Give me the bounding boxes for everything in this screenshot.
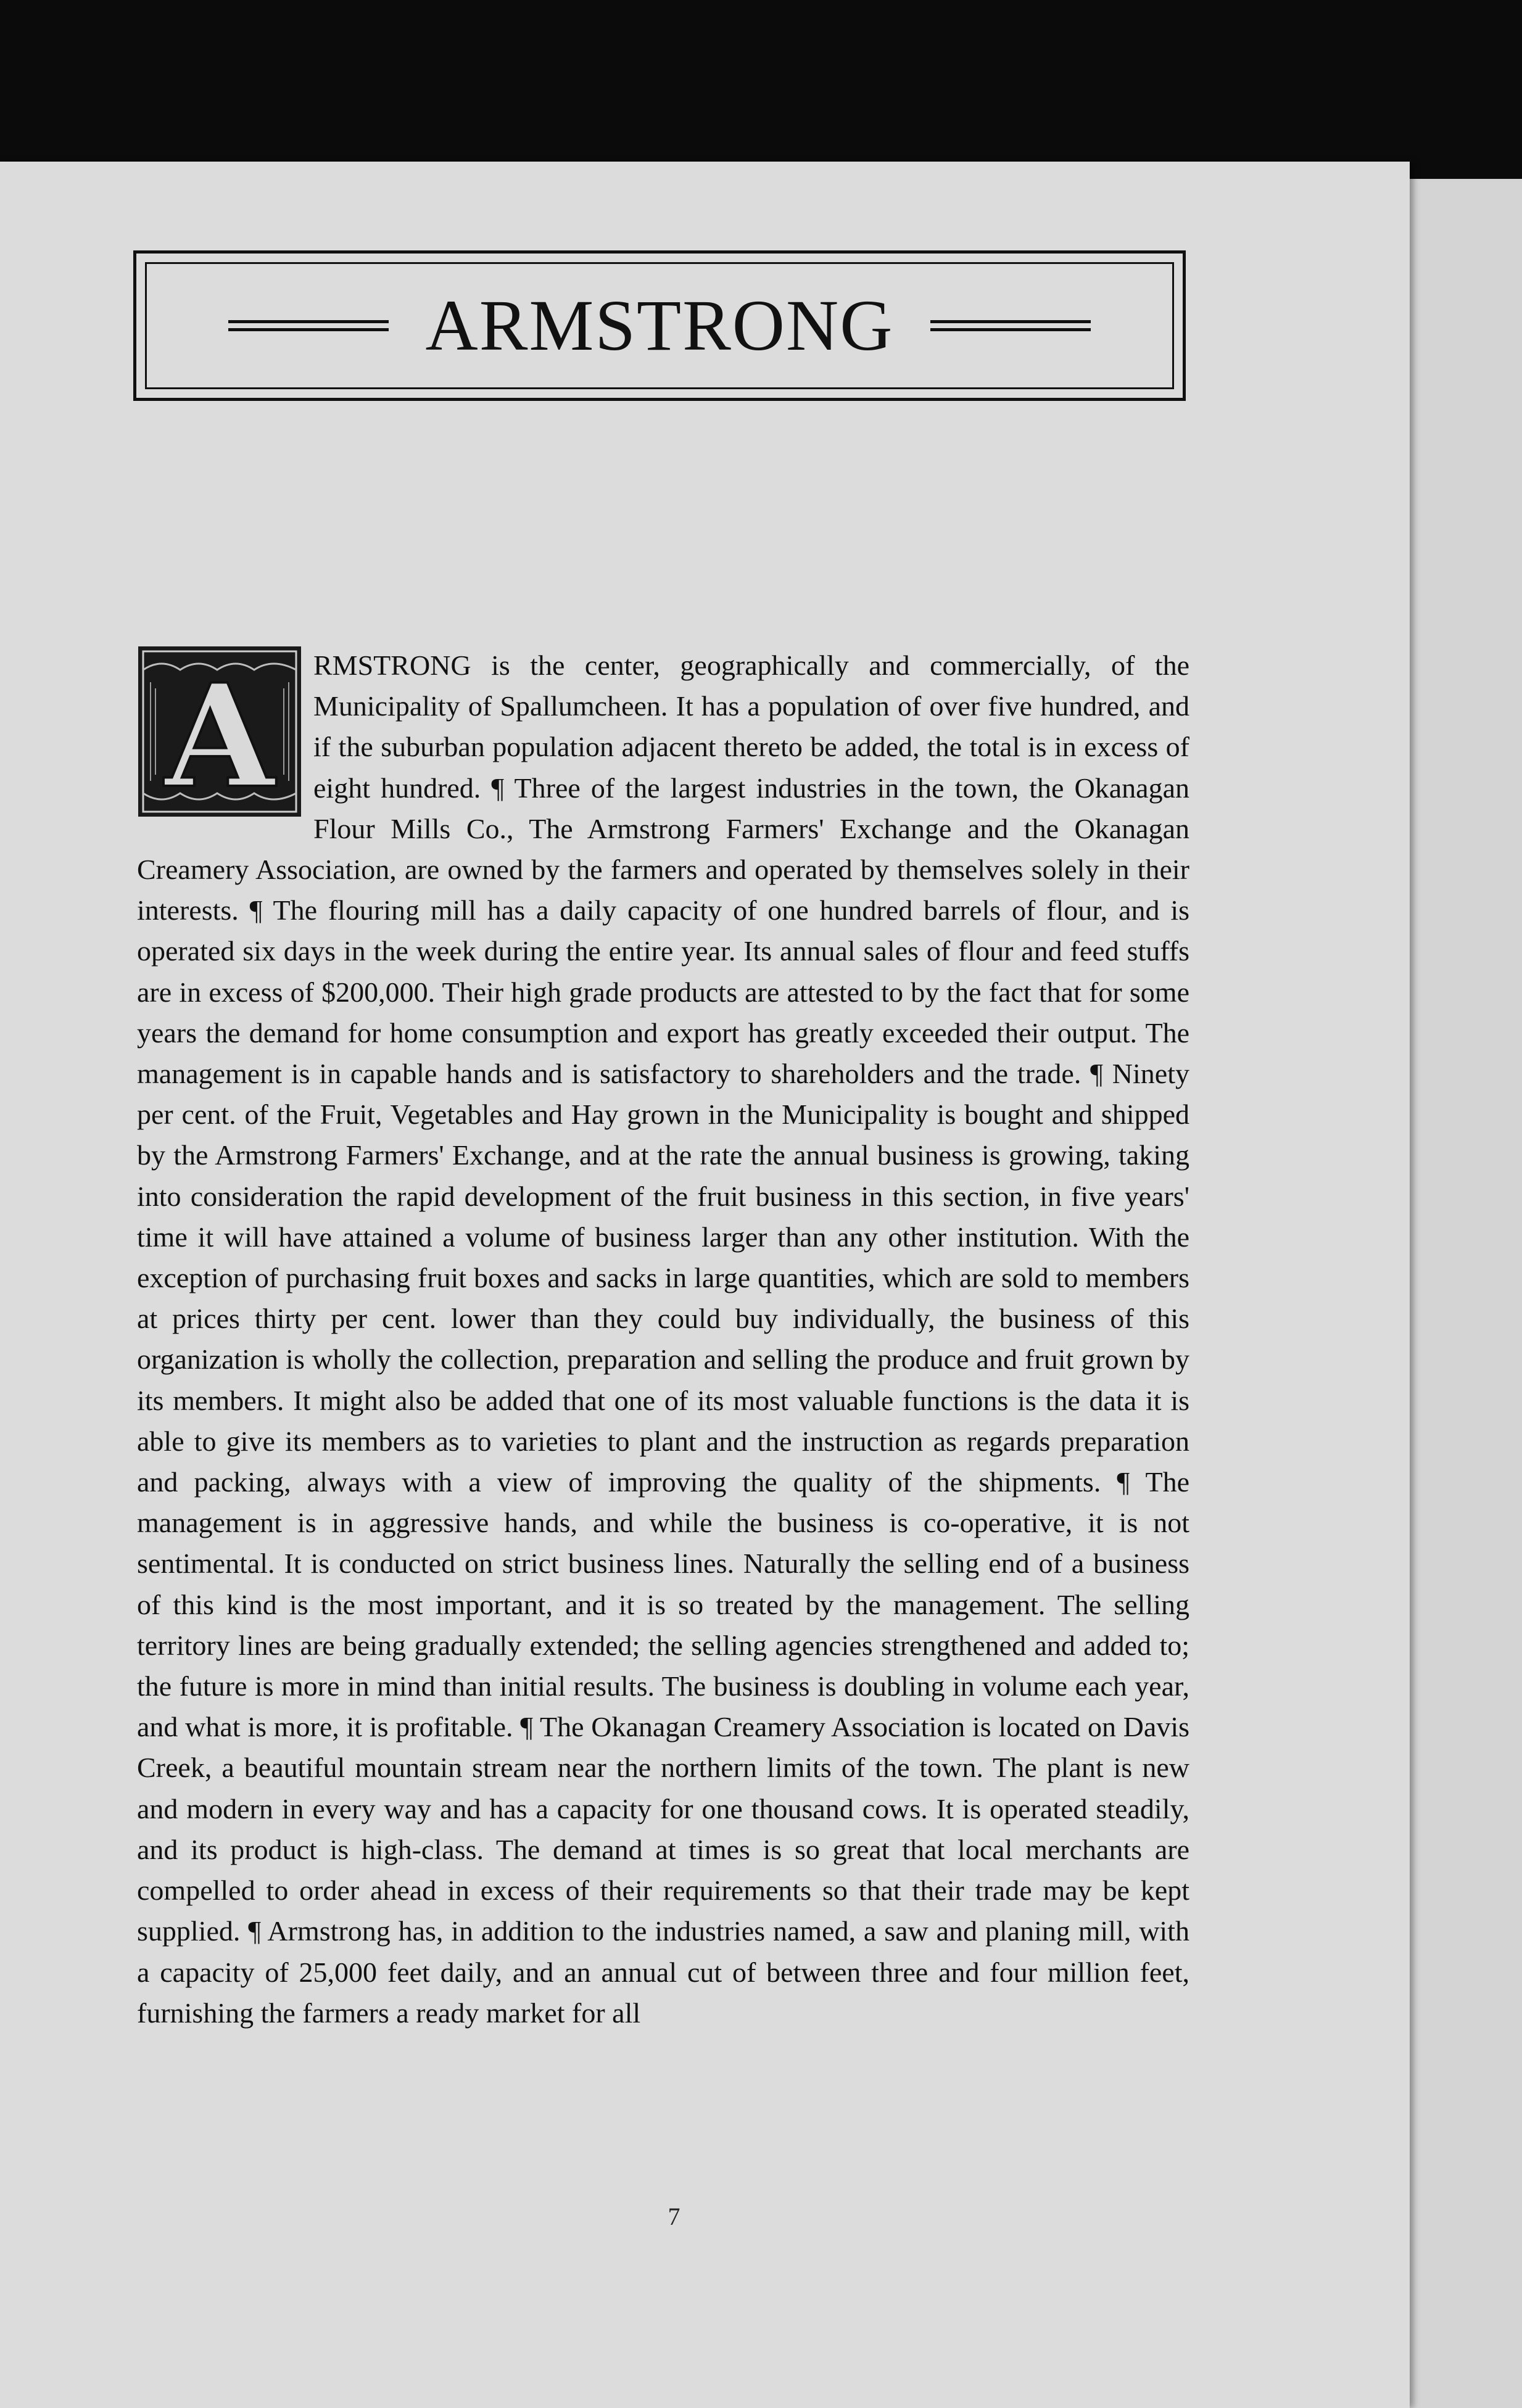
- drop-cap-ornament: [137, 645, 302, 818]
- page-title: ARMSTRONG: [425, 285, 894, 366]
- drop-cap-letter: A: [164, 653, 275, 818]
- title-frame: [133, 250, 1186, 401]
- title-rule-left: [228, 320, 389, 331]
- underlying-page-edge: [1400, 179, 1522, 2408]
- body-paragraph: [137, 645, 1189, 2034]
- body-text: RMSTRONG is the center, geographically and commercially, of the Municipality of Spallumcheen. It has a population of over five hundred, and if the suburban population adjacent thereto be added, the total is in excess of eight hundred. ¶ Three of the largest industries in the town, the Okanagan Flour Mills Co., The Armstrong Farmers' Exchange and the Okanagan Creamery Association, are owned by the farmers and operated by themselves solely in their interests. ¶ The flouring mill has a daily capacity of one hundred barrels of flour, and is operated six days in the week during the entire year. Its annual sales of flour and feed stuffs are in excess of $200,000. Their high grade products are attested to by the fact that for some years the demand for home consumption and export has greatly exceeded their output. The management is in capable hands and is satisfactory to shareholders and the trade. ¶ Ninety per cent. of the Fruit, Vegetables and Hay grown in the Municipality is bought and shipped by the Armstrong Farmers' Exchange, and at the rate the annual business is growing, taking into consideration the rapid development of the fruit business in this section, in five years' time it will have attained a volume of business larger than any other institution. With the exception of purchasing fruit boxes and sacks in large quantities, which are sold to members at prices thirty per cent. lower than they could buy individually, the business of this organization is wholly the collection, preparation and selling the produce and fruit grown by its members. It might also be added that one of its most valuable functions is the data it is able to give its members as to varieties to plant and the instruction as regards preparation and packing, always with a view of improving the quality of the shipments. ¶ The management is in aggressive hands, and while the business is co-operative, it is not sentimental. It is conducted on strict business lines. Naturally the selling end of a business of this kind is the most important, and it is so treated by the management. The selling territory lines are being gradually extended; the selling agencies strengthened and added to; the future is more in mind than initial results. The business is doubling in volume each year, and what is more, it is profitable. ¶ The Okanagan Creamery Association is located on Davis Creek, a beautiful mountain stream near the northern limits of the town. The plant is new and modern in every way and has a capacity for one thousand cows. It is operated steadily, and its product is high-class. The demand at times is so great that local merchants are compelled to order ahead in excess of their requirements so that their trade may be kept supplied. ¶ Armstrong has, in addition to the industries named, a saw and planing mill, with a capacity of 25,000 feet daily, and an annual cut of between three and four million feet, furnishing the farmers a ready market for all: [137, 649, 1189, 2029]
- page-number: 7: [668, 2203, 680, 2230]
- title-rule-right: [930, 320, 1091, 331]
- title-inner-frame: [145, 262, 1174, 389]
